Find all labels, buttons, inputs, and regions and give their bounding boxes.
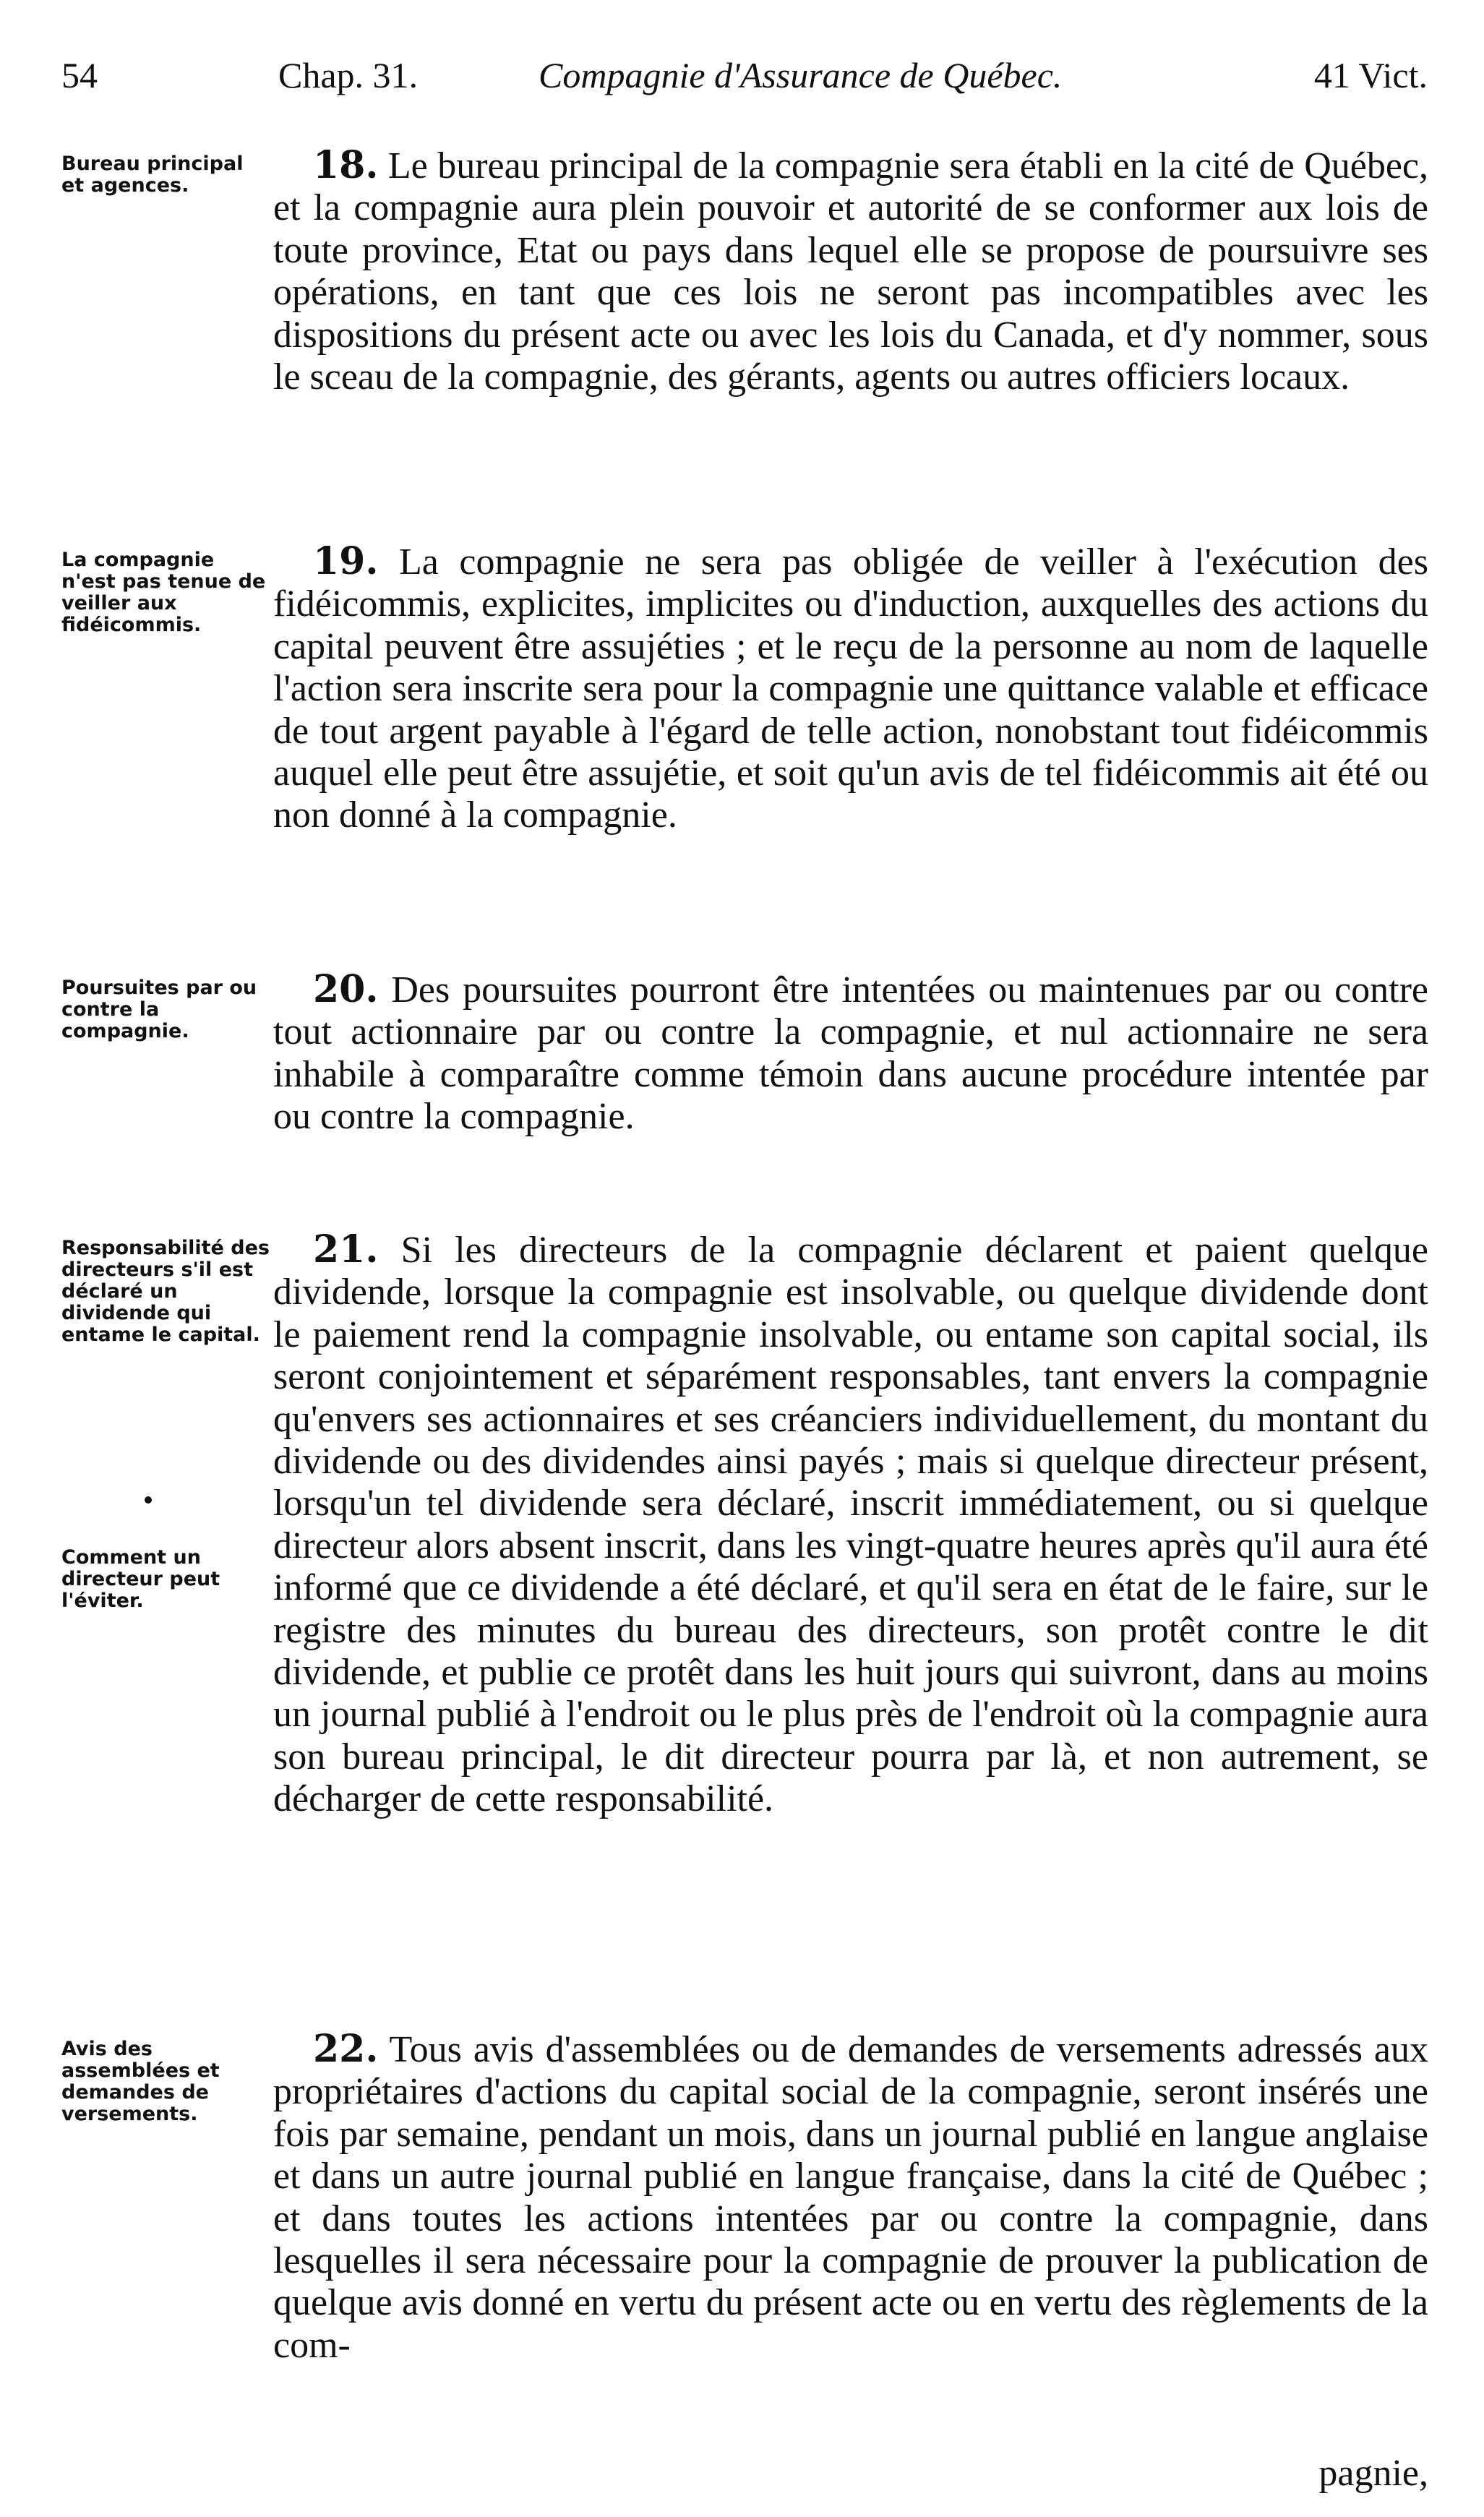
margin-note-21: Responsabilité des directeurs s'il est déclaré un dividende qui entame le capital. bbox=[61, 1237, 270, 1346]
margin-note-18: Bureau principal et agences. bbox=[61, 153, 244, 197]
section-22-text bbox=[273, 2028, 1428, 2367]
section-number: 21. bbox=[313, 1227, 379, 1272]
regnal-year: 41 Vict. bbox=[1313, 55, 1428, 95]
continuation-word: pagnie, bbox=[1318, 2453, 1428, 2494]
section-body: Tous avis d'assemblées ou de demandes de versements adressés aux propriétaires d'actions du capital social de la compagnie, seront insérés une fois par semaine, pendant un mois, dans un journal publié en langue anglaise et dans un autre journal publié en langue française, dans la cité de Québec ; et dans toutes les actions intentées par ou contre la compagnie, dans lesquelles il sera nécessaire pour la compagnie de prouver la publication de quelque avis donné en vertu du présent acte ou en vertu des règlements de la com- bbox=[273, 2029, 1428, 2366]
section-body: Si les directeurs de la compagnie déclarent et paient quelque dividende, lorsque la compagnie est insolvable, ou quelque dividende dont le paiement rend la compagnie insolvable, ou entame son capital social, ils seront conjointement et séparément responsables, tant envers la compagnie qu'envers ses actionnaires et ses créanciers individuellement, du montant du dividende ou des dividendes ainsi payés ; mais si quelque directeur présent, lorsqu'un tel dividende sera déclaré, inscrit immédiatement, ou si quelque directeur alors absent inscrit, dans les vingt-quatre heures après qu'il aura été informé que ce dividende a été déclaré, et qu'il sera en état de le faire, sur le registre des minutes du bureau des directeurs, son protêt contre le dit dividende, et publie ce protêt dans les huit jours qui suivront, dans au moins un journal publié à l'endroit ou le plus près de l'endroit où la compagnie aura son bureau principal, le dit directeur pourra par là, et non autrement, se décharger de cette responsabilité. bbox=[273, 1230, 1428, 1820]
section-body: Des poursuites pourront être intentées ou maintenues par ou contre tout actionnaire par ou contre la compagnie, et nul actionnaire ne sera inhabile à comparaître comme témoin dans aucune procédure intentée par ou contre la compagnie. bbox=[273, 969, 1429, 1138]
chapter-label: Chap. 31. bbox=[278, 55, 419, 95]
section-body: La compagnie ne sera pas obligée de veiller à l'exécution des fidéicommis, explicites, implicites ou d'induction, auxquelles des actions du capital peuvent être assujéties ; et le reçu de la personne au nom de laquelle l'action sera inscrite sera pour la compagnie une quittance valable et efficace de tout argent payable à l'égard de telle action, nonobstant tout fidéicommis auquel elle peut être assujétie, et soit qu'un avis de tel fidéicommis ait été ou non donné à la compagnie. bbox=[273, 541, 1429, 836]
section-number: 20. bbox=[313, 967, 379, 1011]
section-21-text bbox=[273, 1229, 1428, 1821]
section-body: Le bureau principal de la compagnie sera établi en la cité de Québec, et la compagnie aura plein pouvoir et autorité de se conformer aux lois de toute province, Etat ou pays dans lequel elle se propose de poursuivre ses opérations, en tant que ces lois ne seront pas incompatibles avec les dispositions du présent acte ou avec les lois du Canada, et d'y nommer, sous le sceau de la compagnie, des gérants, agents ou autres officiers locaux. bbox=[273, 145, 1428, 398]
section-19-text bbox=[273, 541, 1428, 837]
running-title: Compagnie d'Assurance de Québec. bbox=[539, 55, 1063, 95]
section-number: 18. bbox=[313, 143, 379, 187]
margin-note-20: Poursuites par ou contre la compagnie. bbox=[61, 977, 257, 1042]
page-number: 54 bbox=[61, 55, 98, 95]
page-header bbox=[61, 54, 1428, 112]
section-number: 22. bbox=[313, 2027, 379, 2071]
section-number: 19. bbox=[313, 539, 379, 583]
section-20-text bbox=[273, 969, 1428, 1139]
margin-note-19: La compagnie n'est pas tenue de veiller aux fidéicommis. bbox=[61, 549, 266, 636]
margin-dot bbox=[145, 1496, 152, 1504]
margin-note-22: Avis des assemblées et demandes de versements. bbox=[61, 2038, 220, 2125]
margin-note-21b: Comment un directeur peut l'éviter. bbox=[61, 1546, 220, 1612]
section-18-text bbox=[273, 145, 1428, 398]
